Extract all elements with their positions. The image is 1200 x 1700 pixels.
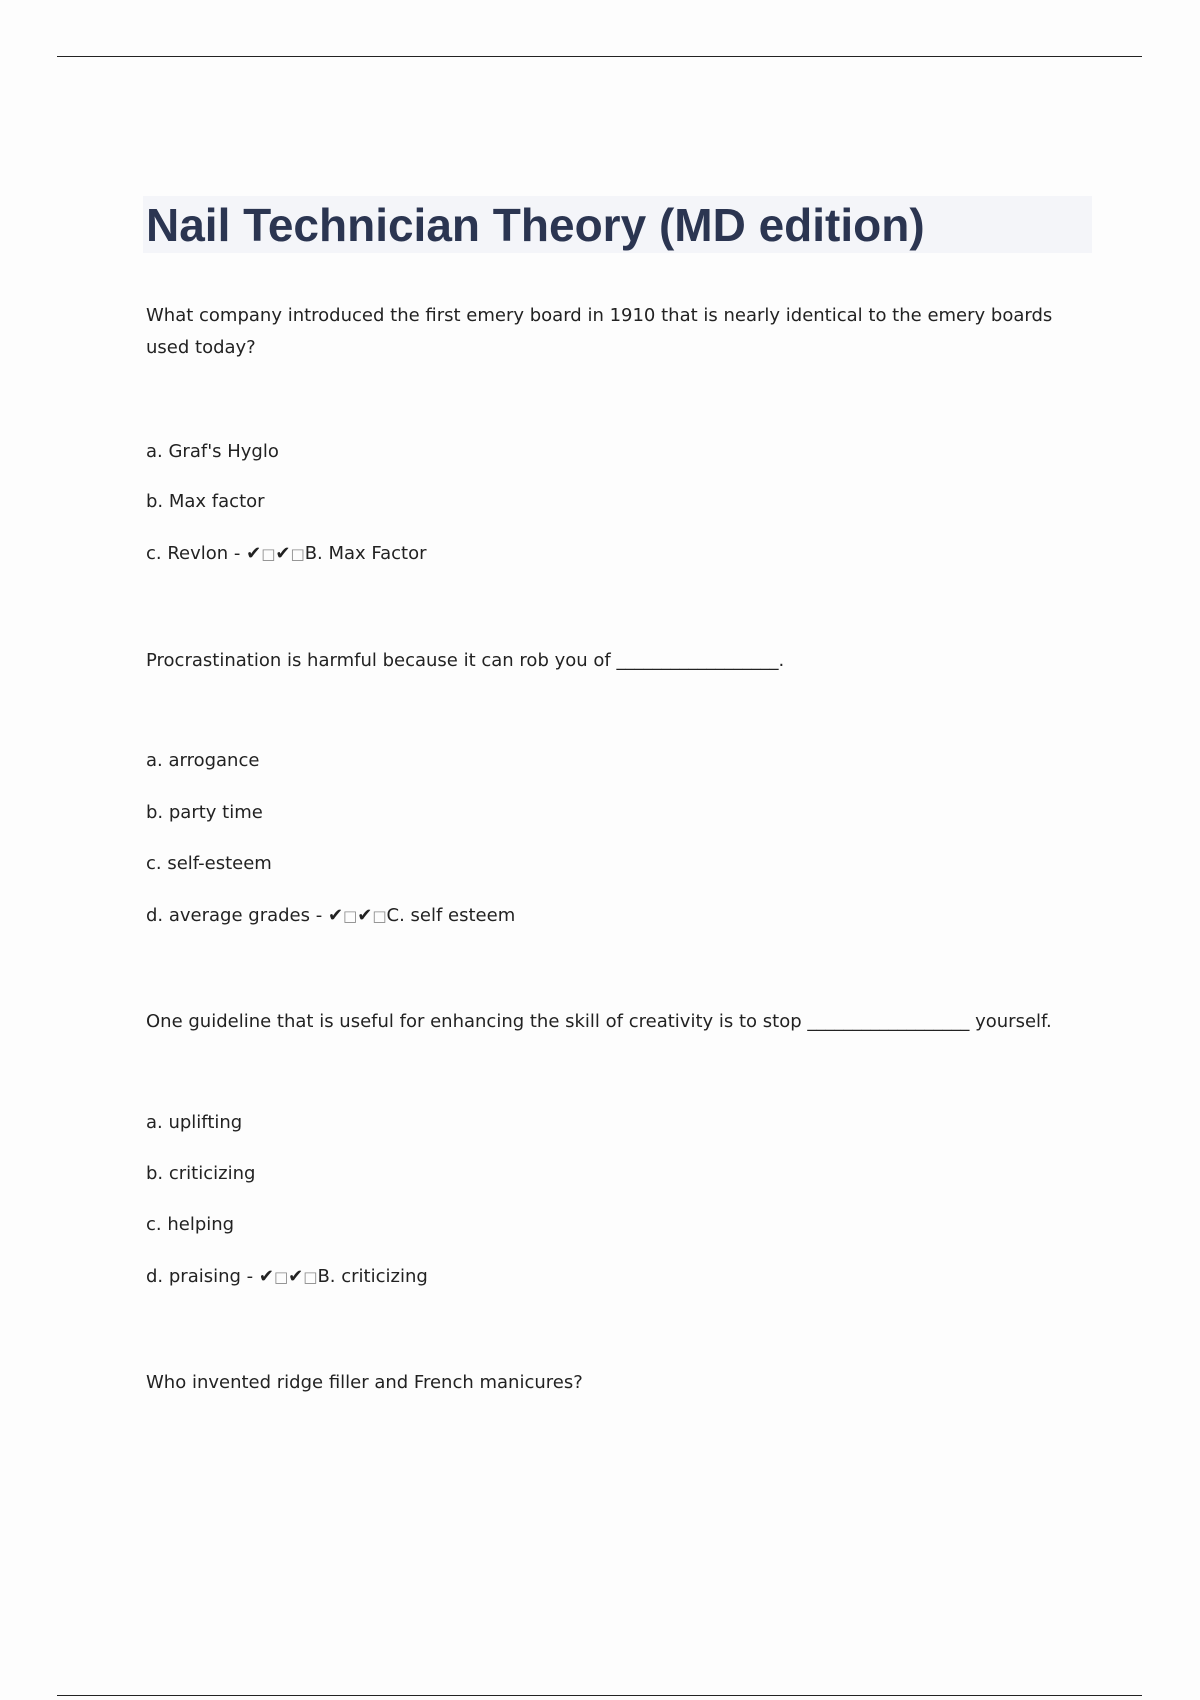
checkmark-icon: ✔ [258, 1266, 274, 1287]
option-label: d. average grades - [146, 905, 328, 926]
option-row [146, 748, 1096, 774]
box-icon: □ [273, 1268, 289, 1286]
answer-row-1 [146, 541, 1096, 567]
question-text: One guideline that is useful for enhancing the skill of creativity is to stop __________________ yourself. [146, 1011, 1052, 1032]
header-rule [57, 56, 1142, 57]
answer-text: C. self esteem [386, 905, 516, 926]
option-row [146, 1212, 1096, 1238]
question-text: Procrastination is harmful because it can rob you of __________________. [146, 650, 785, 671]
option-row [146, 800, 1096, 826]
box-icon: □ [372, 907, 387, 925]
answer-text: B. criticizing [317, 1266, 428, 1287]
question-text: Who invented ridge filler and French manicures? [146, 1372, 583, 1393]
answer-option [146, 903, 1096, 929]
option-row [146, 851, 1096, 877]
answer-text: B. Max Factor [304, 543, 427, 564]
question-block-2 [146, 645, 1096, 677]
box-icon: □ [261, 545, 276, 563]
option-item: b. Max factor [146, 491, 265, 512]
box-icon: □ [303, 1268, 318, 1286]
option-item: a. uplifting [146, 1112, 243, 1133]
option-row [146, 1161, 1096, 1187]
option-item: c. helping [146, 1214, 235, 1235]
question-text: What company introduced the first emery board in 1910 that is nearly identical to the emery boards used today? [146, 305, 1053, 358]
answer-option [146, 1264, 1096, 1290]
option-row [146, 489, 1096, 515]
question-block-3 [146, 1006, 1096, 1038]
option-label: c. Revlon - [146, 543, 247, 564]
answer-row-2 [146, 903, 1096, 929]
box-icon: □ [343, 907, 358, 925]
checkmark-icon: ✔ [327, 905, 344, 926]
box-icon: □ [290, 545, 305, 563]
answer-row-3 [146, 1264, 1096, 1290]
checkmark-icon: ✔ [288, 1266, 304, 1287]
footer-rule [57, 1695, 1142, 1696]
checkmark-icon: ✔ [275, 543, 291, 564]
checkmark-icon: ✔ [246, 543, 262, 564]
checkmark-icon: ✔ [357, 905, 373, 926]
option-item: a. arrogance [146, 750, 260, 771]
question-block-1 [146, 300, 1096, 364]
option-item: a. Graf's Hyglo [146, 441, 279, 462]
option-item: b. party time [146, 802, 263, 823]
option-label: d. praising - [146, 1266, 259, 1287]
option-item: c. self-esteem [146, 853, 272, 874]
answer-option [146, 541, 1096, 567]
document-title: Nail Technician Theory (MD edition) [146, 199, 925, 251]
option-item: b. criticizing [146, 1163, 256, 1184]
question-block-4 [146, 1367, 1096, 1399]
option-row [146, 1110, 1096, 1136]
options-list-1 [146, 439, 1096, 465]
